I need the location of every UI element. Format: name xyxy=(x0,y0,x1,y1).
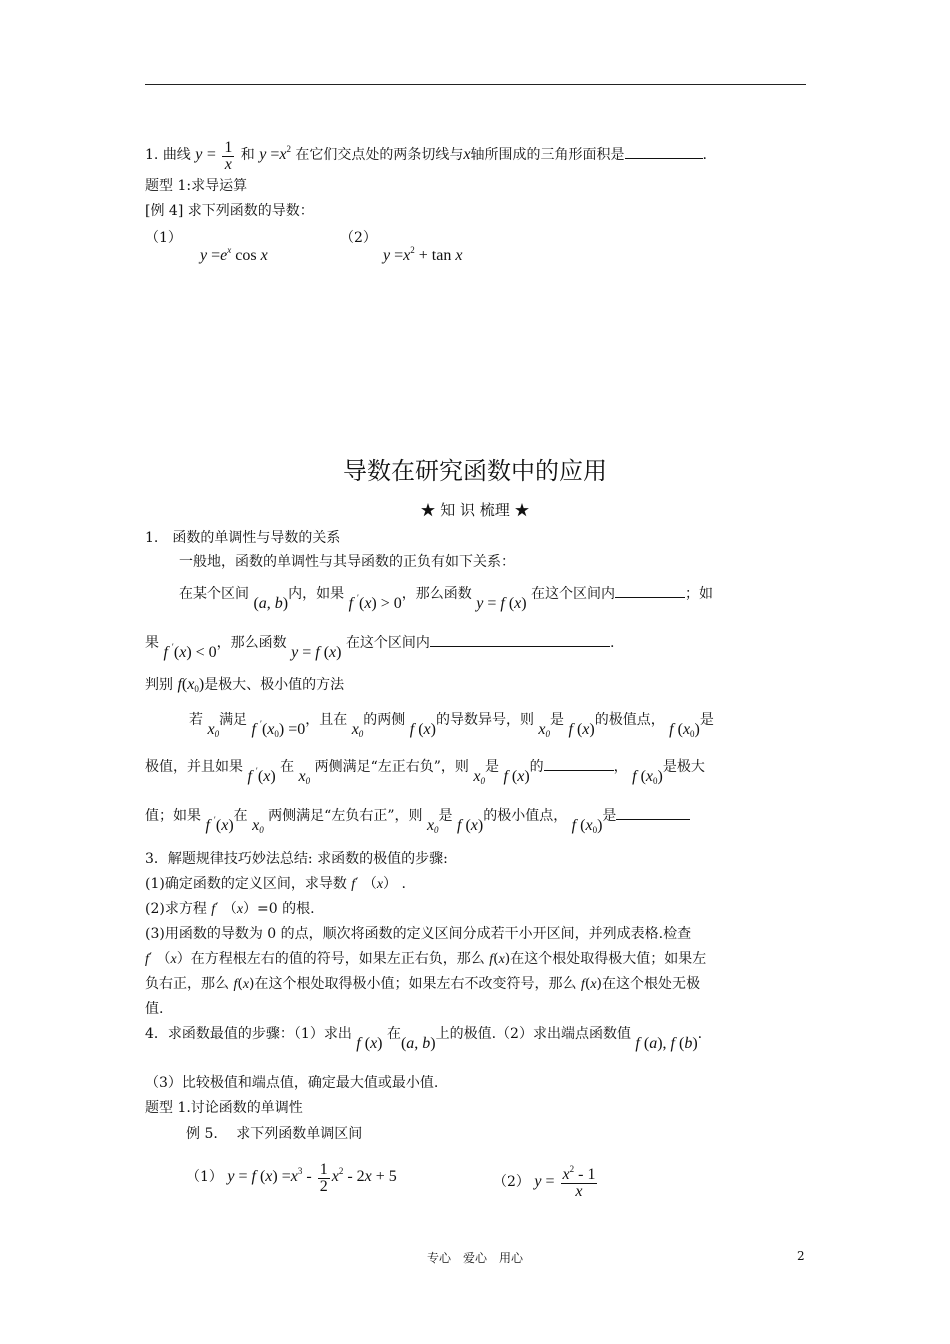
text: 是 xyxy=(602,808,617,824)
judge-line-1: 若 $x_0$满足 f $'(x_0) =0$，且在 $x_0$的两侧 f (x)的导数异号，则 $x_0$是 f (x)的极值点， f $(x_0)$是 xyxy=(189,712,714,739)
text: 在 xyxy=(233,808,248,824)
text: 和 xyxy=(240,147,255,163)
text: 是极大、极小值的方法 xyxy=(204,677,345,693)
section-3-step-1: (1)确定函数的定义区间，求导数 f′ （x） . xyxy=(145,876,406,892)
answer-blank[interactable] xyxy=(430,632,610,647)
example-5: 例 5. 求下列函数单调区间 xyxy=(186,1126,363,1142)
section-1-heading: 1. 函数的单调性与导数的关系 xyxy=(145,530,341,546)
text: ；如 xyxy=(685,586,714,602)
example-5-part-2: （2） y = $\frac{x^2 - 1}{x}$ xyxy=(493,1161,599,1200)
text: 值；如果 xyxy=(145,808,201,824)
fraction-1-over-x: $\frac{1}{x}$ xyxy=(224,139,233,173)
text: 判别 xyxy=(145,677,173,693)
text: 的导数异号，则 xyxy=(435,712,534,728)
section-3-step-3a: (3)用函数的导数为 0 的点，顺次将函数的定义区间分成若干小开区间，并列成表格.检查 xyxy=(145,926,692,942)
text: 果 xyxy=(145,635,159,651)
answer-blank[interactable] xyxy=(616,805,690,820)
section-label-1: 题型 1:求导运算 xyxy=(145,178,248,194)
text: 的极小值点， xyxy=(483,808,568,824)
text: =0 的根. xyxy=(257,901,315,917)
page-title: 导数在研究函数中的应用 xyxy=(343,457,607,485)
text: 在 xyxy=(386,1026,401,1042)
header-rule xyxy=(145,84,806,85)
text: 的 xyxy=(529,759,544,775)
text: 若 xyxy=(189,712,203,728)
text: 在它们交点处的两条切线与 xyxy=(295,147,464,163)
text: 在这个根处取得极大值；如果左 xyxy=(510,951,707,967)
text: 4．求函数最值的步骤：（1）求出 xyxy=(145,1026,352,1042)
text: 在这个根处无极 xyxy=(602,976,700,992)
subtitle: ★ 知 识 梳理 ★ xyxy=(420,501,530,519)
section-4: 4．求函数最值的步骤：（1）求出 f (x) 在(a, b)上的极值.（2）求出端点函数值 f (a), f (b). xyxy=(145,1026,703,1052)
question-number: 1. xyxy=(145,147,159,163)
section-1-line-3: 果 f ′(x) < 0，那么函数 y = f (x) 在这个区间内 . xyxy=(145,627,614,653)
text: 满足 xyxy=(219,712,248,728)
answer-blank[interactable] xyxy=(615,583,685,598)
formula-ex4-2: $y =x^2 + \tan x$ xyxy=(383,245,463,264)
text: 在某个区间 xyxy=(179,586,249,602)
judge-line-3: 值；如果 f ′(x)在 $x_0$ 两侧满足“左负右正”，则 $x_0$是 f (x)的极小值点， f $(x_0)$是 xyxy=(145,800,690,830)
text: 内，如果 xyxy=(288,586,345,602)
text: ，那么函数 xyxy=(216,635,287,651)
section-3-step-3c: 负右正，那么 f(x)在这个根处取得极小值；如果左右不改变符号，那么 f(x)在这个根处无极 xyxy=(145,976,700,992)
text: (1)确定函数的定义区间，求导数 xyxy=(145,876,347,892)
text: 的两侧 xyxy=(363,712,406,728)
text: ，那么函数 xyxy=(401,586,472,602)
text: （1） xyxy=(186,1169,223,1185)
text: 的极值点， xyxy=(594,712,665,728)
text: 两侧满足“左正右负”，则 xyxy=(314,759,469,775)
section-label-2: 题型 1.讨论函数的单调性 xyxy=(145,1100,303,1116)
text: 轴所围成的三角形面积是 xyxy=(470,147,625,163)
text: 上的极值.（2）求出端点函数值 xyxy=(435,1026,631,1042)
question-1: 1. 曲线 y = $\frac{1}{x}$ 和 $y =x^2$ 在它们交点处的两条切线与x轴所围成的三角形面积是 . xyxy=(145,139,707,173)
text: （2） xyxy=(493,1174,530,1190)
example-4: [例 4] 求下列函数的导数： xyxy=(145,203,314,219)
text: 是极大 xyxy=(662,759,705,775)
answer-blank[interactable] xyxy=(625,144,703,159)
section-3-step-2: (2)求方程 f′ （x）=0 的根. xyxy=(145,901,315,917)
formula-ex4-1: $y =e^x$ cos x xyxy=(200,245,268,264)
text: 在方程根左右的值的符号，如果左正右负，那么 xyxy=(190,951,485,967)
text: ， xyxy=(613,759,628,775)
example-5-part-1: （1） y = f $(x) =x^3$ - $\frac{1}{2}$ $x^2 - 2x + 5$ xyxy=(186,1161,397,1195)
section-3-heading: 3．解题规律技巧妙法总结: 求函数的极值的步骤: xyxy=(145,851,448,867)
answer-blank[interactable] xyxy=(544,756,614,771)
formula-y: y xyxy=(195,146,203,163)
text: ，且在 xyxy=(305,712,348,728)
text: 是 xyxy=(485,759,499,775)
text: 在这个区间内 xyxy=(345,635,430,651)
text: 在这个区间内 xyxy=(531,586,616,602)
section-1-line-1: 一般地，函数的单调性与其导函数的正负有如下关系： xyxy=(179,554,515,570)
page-footer: 专心 爱心 用心 xyxy=(426,1251,523,1265)
page-number: 2 xyxy=(797,1249,805,1263)
section-3-step-3d: 值. xyxy=(145,1001,164,1017)
example-4-part-1-label: （1） xyxy=(145,230,182,246)
text: 极值，并且如果 xyxy=(145,759,243,775)
text: (2)求方程 xyxy=(145,901,207,917)
text: 负右正，那么 xyxy=(145,976,229,992)
text: 是 xyxy=(438,808,453,824)
section-4-line-2: （3）比较极值和端点值，确定最大值或最小值. xyxy=(145,1075,439,1091)
example-4-part-2-label: （2） xyxy=(340,230,377,246)
text: 在这个根处取得极小值；如果左右不改变符号，那么 xyxy=(254,976,577,992)
text: 是 xyxy=(550,712,565,728)
section-1-line-2: 在某个区间 (a, b)内，如果 f ′(x) > 0，那么函数 y = f (x) 在这个区间内 ；如 xyxy=(179,578,713,604)
text: 两侧满足“左负右正”，则 xyxy=(268,808,423,824)
judge-line-2: 极值，并且如果 f ′(x) 在 $x_0$ 两侧满足“左正右负”，则 $x_0$是 f (x)的 ， f $(x_0)$是极大 xyxy=(145,751,705,781)
judge-heading: 判别 $f(x_0)$是极大、极小值的方法 xyxy=(145,676,345,694)
text: 是 xyxy=(699,712,714,728)
text: 曲线 xyxy=(162,147,191,163)
section-3-step-3b: f′ （x）在方程根左右的值的符号，如果左正右负，那么 f(x)在这个根处取得极大值；如果左 xyxy=(145,951,707,967)
text: 在 xyxy=(280,759,295,775)
